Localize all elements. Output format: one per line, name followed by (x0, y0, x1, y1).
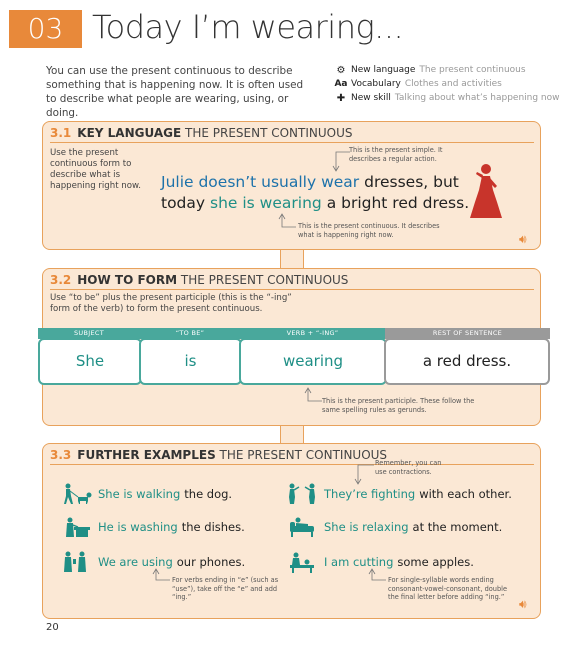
note-pointer-line (276, 213, 298, 231)
double-letter-note: For single-syllable words ending consonant-vowel-consonant, double the final letter before adding “ing.” (388, 576, 508, 601)
relaxing-icon (286, 516, 318, 538)
example-highlight: She is relaxing (324, 520, 409, 534)
aa-icon: Aa (334, 79, 348, 89)
example-highlight: He is washing (98, 520, 178, 534)
column-header-subject: SUBJECT (38, 328, 140, 339)
contractions-note: Remember, you can use contractions. (375, 459, 442, 476)
sentence-text: a bright red dress. (326, 194, 470, 212)
section-title-3-2 (50, 273, 348, 287)
present-participle-note: This is the present participle. These follow the same spelling rules as gerunds. (322, 397, 475, 414)
note-pointer-line (352, 463, 376, 485)
verbs-ending-e-note: For verbs ending in “e” (such as “use”), take off the “e” and add “ing.” (172, 576, 279, 601)
present-simple-note: This is the present simple. It describes a regular action. (349, 146, 443, 163)
present-continuous-note: This is the present continuous. It describes what is happening right now. (298, 222, 440, 239)
sentence-text: dresses, but (364, 173, 459, 191)
skill-key: New skill (351, 93, 391, 103)
skill-row-skill (334, 91, 564, 105)
puzzle-piece-subject: She (38, 338, 142, 385)
section-divider (50, 289, 534, 290)
column-header-rest: REST OF SENTENCE (385, 328, 550, 339)
skill-key: Vocabulary (351, 79, 401, 89)
section-number: 3.2 (50, 273, 72, 287)
skill-value: The present continuous (419, 65, 526, 75)
example-text: some apples. (397, 555, 474, 569)
puzzle-piece-rest: a red dress. (384, 338, 550, 385)
example-highlight: We are using (98, 555, 173, 569)
example-item (60, 483, 232, 505)
note-pointer-line (330, 150, 352, 172)
column-header-verb-ing: VERB + “-ING” (240, 328, 385, 339)
example-item (286, 483, 512, 505)
example-item (60, 516, 245, 538)
section-number: 3.3 (50, 448, 72, 462)
example-item (286, 516, 502, 538)
example-text: with each other. (419, 487, 512, 501)
washing-dishes-icon (60, 516, 92, 538)
example-highlight: I am cutting (324, 555, 394, 569)
example-text: the dog. (184, 487, 233, 501)
example-text: at the moment. (412, 520, 503, 534)
section-title-rest: THE PRESENT CONTINUOUS (219, 448, 388, 462)
box-connector (280, 423, 304, 445)
puzzle-piece-to-be: is (139, 338, 242, 385)
skills-panel (334, 63, 564, 105)
section-divider (50, 142, 534, 143)
section-title-3-3 (50, 448, 387, 462)
example-highlight: She is walking (98, 487, 181, 501)
skill-key: New language (351, 65, 416, 75)
walking-dog-icon (60, 483, 92, 505)
sentence-text: today (161, 194, 206, 212)
skill-value: Clothes and activities (404, 79, 502, 89)
section-side-text: Use “to be” plus the present participle (this is the “-ing” form of the verb) to form the present continuous. (50, 293, 292, 314)
woman-in-red-dress-icon (464, 162, 508, 222)
audio-speaker-icon[interactable]: 🔊︎ (519, 597, 527, 611)
arguing-people-icon (286, 483, 318, 505)
example-text: the dishes. (181, 520, 245, 534)
example-highlight: They’re fighting (324, 487, 416, 501)
skill-row-vocabulary (334, 77, 564, 91)
present-continuous-highlight: she is wearing (210, 194, 322, 212)
page-number: 20 (46, 622, 59, 633)
note-pointer-line (302, 387, 324, 409)
page-title: Today I’m wearing... (92, 8, 404, 46)
skill-value: Talking about what’s happening now (394, 93, 560, 103)
puzzle-icon: ✚ (336, 92, 346, 104)
note-pointer-line (150, 568, 172, 586)
section-title-strong: FURTHER EXAMPLES (77, 448, 216, 462)
cutting-apples-icon (286, 551, 318, 573)
section-title-strong: HOW TO FORM (77, 273, 178, 287)
section-title-rest: THE PRESENT CONTINUOUS (180, 273, 349, 287)
phone-users-icon (60, 551, 92, 573)
column-header-to-be: “TO BE” (140, 328, 240, 339)
puzzle-piece-verb: wearing (239, 338, 387, 385)
note-pointer-line (366, 568, 388, 586)
skill-row-language (334, 63, 564, 77)
section-title-rest: THE PRESENT CONTINUOUS (185, 126, 353, 140)
section-title-strong: KEY LANGUAGE (77, 126, 182, 140)
audio-speaker-icon[interactable]: 🔊︎ (519, 232, 527, 246)
example-sentence-line2 (161, 193, 469, 214)
section-divider (50, 464, 534, 465)
example-sentence-line1 (161, 172, 459, 193)
box-connector (280, 248, 304, 270)
present-simple-highlight: Julie doesn’t usually wear (161, 173, 360, 191)
section-side-text: Use the present continuous form to describe what is happening right now. (50, 148, 141, 191)
intro-text: You can use the present continuous to describe something that is happening now. It is often used to describe what people are wearing, using, or doing. (46, 65, 304, 119)
section-title-3-1 (50, 126, 353, 140)
gear-icon: ⚙ (336, 64, 346, 76)
unit-number-badge: 03 (9, 10, 82, 48)
section-number: 3.1 (50, 126, 72, 140)
example-text: our phones. (176, 555, 246, 569)
